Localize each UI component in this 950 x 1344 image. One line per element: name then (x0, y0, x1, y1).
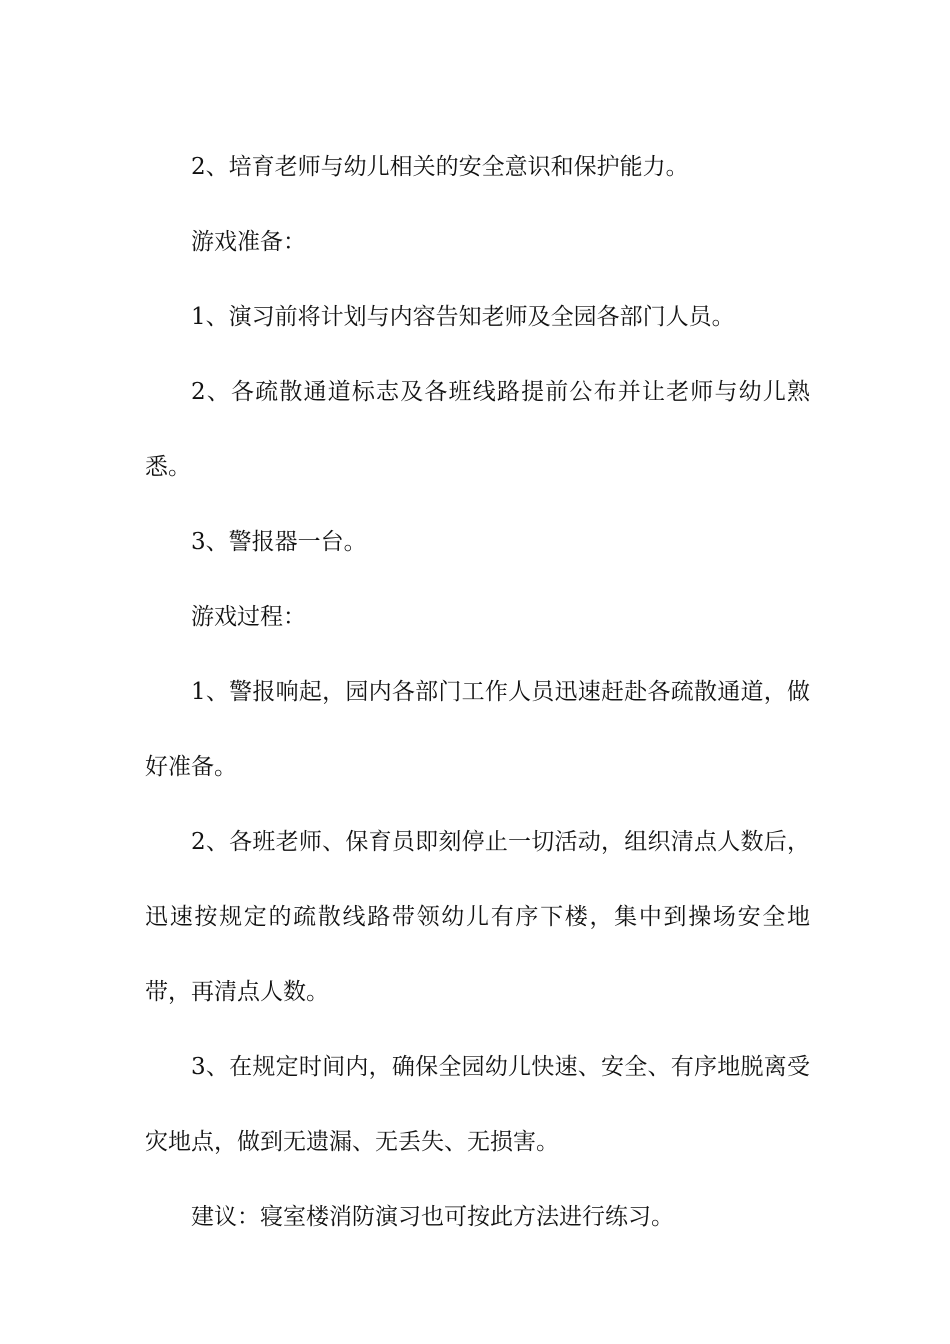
paragraph-preparation-2: 2、各疏散通道标志及各班线路提前公布并让老师与幼儿熟悉。 (145, 379, 810, 480)
document-body (145, 130, 810, 1255)
paragraph-suggestion: 建议：寝室楼消防演习也可按此方法进行练习。 (191, 1204, 674, 1230)
heading-game-preparation: 游戏准备： (191, 229, 306, 255)
paragraph-process-3: 3、在规定时间内，确保全园幼儿快速、安全、有序地脱离受灾地点，做到无遗漏、无丢失、无损害。 (145, 1054, 810, 1155)
paragraph-goal-2: 2、培育老师与幼儿相关的安全意识和保护能力。 (191, 154, 689, 180)
paragraph-preparation-1: 1、演习前将计划与内容告知老师及全园各部门人员。 (191, 304, 735, 330)
heading-game-process: 游戏过程： (191, 604, 306, 630)
paragraph-process-2: 2、各班老师、保育员即刻停止一切活动，组织清点人数后，迅速按规定的疏散线路带领幼儿有序下楼，集中到操场安全地带，再清点人数。 (145, 829, 810, 1005)
paragraph-process-1: 1、警报响起，园内各部门工作人员迅速赶赴各疏散通道，做好准备。 (145, 679, 810, 780)
paragraph-preparation-3: 3、警报器一台。 (191, 529, 367, 555)
